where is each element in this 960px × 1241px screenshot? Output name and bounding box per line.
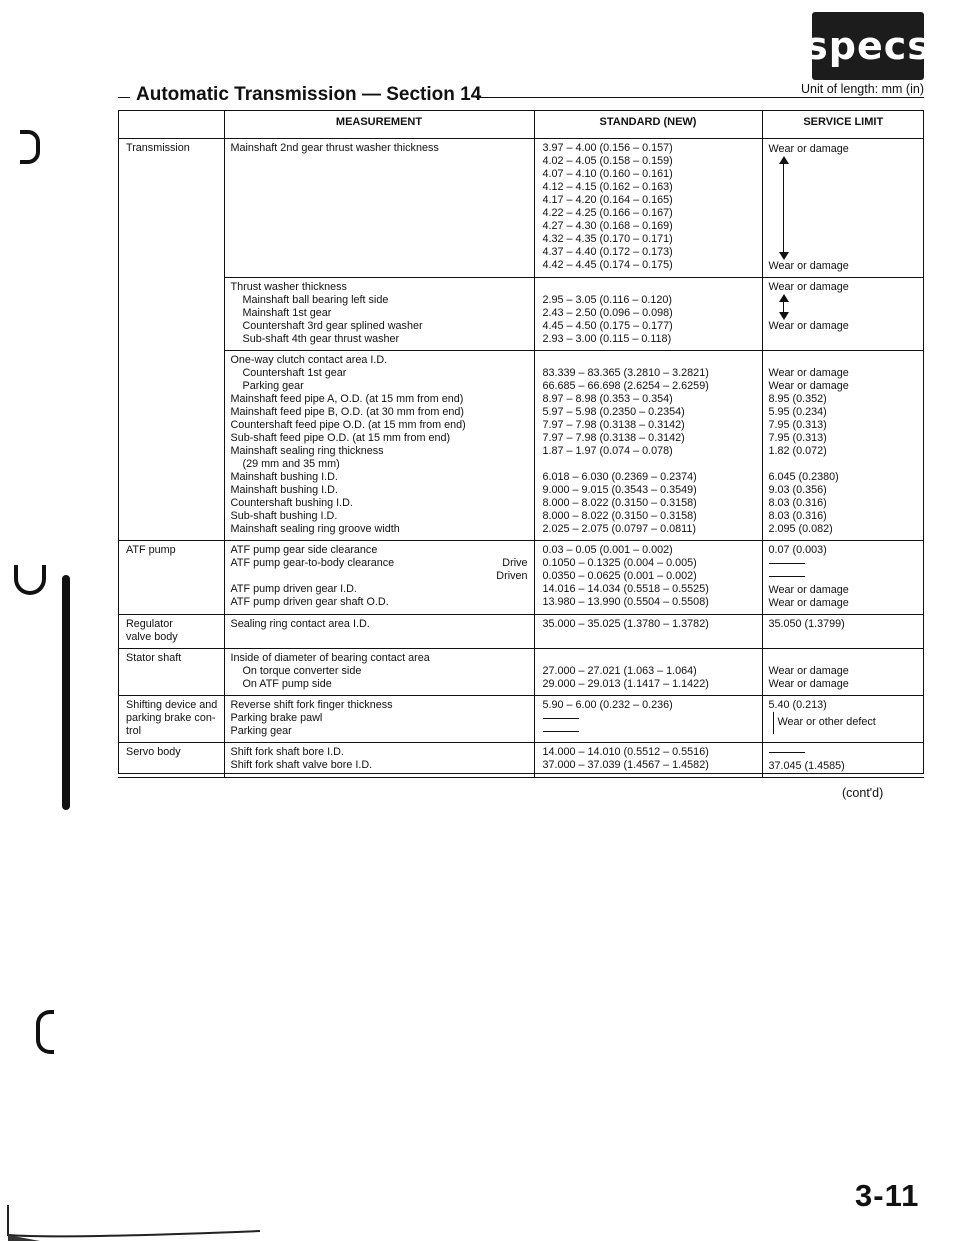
- measurement-item: Sub-shaft bushing I.D.: [230, 510, 338, 522]
- service-limit-value: Wear or damage: [768, 664, 849, 677]
- service-limit-value: 8.03 (0.316): [768, 510, 827, 522]
- measurement-label: ATF pump gear side clearance: [230, 544, 378, 556]
- standard-value: 4.17 – 4.20 (0.164 – 0.165): [542, 194, 673, 206]
- header-service-limit: SERVICE LIMIT: [762, 110, 924, 139]
- standard-value: 2.43 – 2.50 (0.096 – 0.098): [542, 307, 673, 319]
- measurement-item: Countershaft 1st gear: [242, 367, 347, 379]
- service-limit-value: 0.07 (0.003): [768, 544, 827, 556]
- component-name: ATF pump: [126, 544, 176, 556]
- specs-badge: specs: [812, 12, 924, 80]
- section-title-row: [118, 84, 924, 110]
- standard-value: 4.07 – 4.10 (0.160 – 0.161): [542, 168, 673, 180]
- standard-value: 8.000 – 8.022 (0.3150 – 0.3158): [542, 497, 697, 509]
- service-limit-value: 1.82 (0.072): [768, 445, 827, 457]
- measurement-item: Mainshaft bushing I.D.: [230, 484, 338, 496]
- component-name: parking brake con-: [126, 711, 216, 724]
- standard-value: 4.37 – 4.40 (0.172 – 0.173): [542, 246, 673, 258]
- service-limit-bottom: Wear or damage: [768, 260, 849, 272]
- binder-mark-bottom: [36, 1010, 54, 1054]
- measurement-item: Parking gear: [242, 380, 304, 392]
- measurement-item: Sealing ring contact area I.D.: [230, 617, 370, 630]
- binder-mark-middle: [14, 565, 46, 595]
- standard-value: 7.97 – 7.98 (0.3138 – 0.3142): [542, 419, 685, 431]
- measurement-item: Mainshaft 2nd gear thrust washer thickness: [230, 142, 439, 154]
- standard-value: 0.1050 – 0.1325 (0.004 – 0.005): [542, 557, 697, 569]
- measurement-item: Shift fork shaft bore I.D.: [230, 746, 344, 759]
- standard-value: 14.000 – 14.010 (0.5512 – 0.5516): [542, 746, 709, 759]
- table-frame: [118, 110, 924, 774]
- service-limit-value: Wear or damage: [768, 380, 849, 392]
- measurement-label: ATF pump driven gear I.D.: [230, 583, 357, 595]
- service-limit-value: 35.050 (1.3799): [768, 617, 845, 630]
- service-limit-value: Wear or damage: [768, 367, 849, 379]
- component-name: Servo body: [126, 746, 181, 759]
- service-limit-value: 37.045 (1.4585): [768, 759, 845, 772]
- measurement-item: On torque converter side: [242, 664, 362, 677]
- standard-value: 6.018 – 6.030 (0.2369 – 0.2374): [542, 471, 697, 483]
- standard-value: 29.000 – 29.013 (1.1417 – 1.1422): [542, 677, 709, 690]
- measurement-item: Reverse shift fork finger thickness: [230, 698, 393, 711]
- section-title: Automatic Transmission — Section 14: [136, 84, 482, 105]
- measurement-item: Countershaft feed pipe O.D. (at 15 mm from end): [230, 419, 466, 431]
- unit-of-length: Unit of length: mm (in): [795, 82, 924, 96]
- service-limit-value: 2.095 (0.082): [768, 523, 833, 535]
- standard-value: 4.42 – 4.45 (0.174 – 0.175): [542, 259, 673, 271]
- component-name: Transmission: [126, 142, 190, 154]
- service-limit-value: Wear or damage: [768, 596, 849, 609]
- measurement-item: Mainshaft bushing I.D.: [230, 471, 338, 483]
- standard-value: 13.980 – 13.990 (0.5504 – 0.5508): [542, 596, 709, 608]
- standard-value: 5.90 – 6.00 (0.232 – 0.236): [542, 698, 673, 711]
- standard-value: 4.12 – 4.15 (0.162 – 0.163): [542, 181, 673, 193]
- standard-value: 2.025 – 2.075 (0.0797 – 0.0811): [542, 523, 696, 535]
- service-limit-value: 9.03 (0.356): [768, 484, 827, 496]
- standard-value: 7.97 – 7.98 (0.3138 – 0.3142): [542, 432, 685, 444]
- title-rule-right: [476, 97, 924, 98]
- measurement-item: Mainshaft ball bearing left side: [242, 294, 389, 306]
- measurement-item: Countershaft 3rd gear splined washer: [242, 320, 423, 332]
- standard-value: 14.016 – 14.034 (0.5518 – 0.5525): [542, 583, 709, 595]
- measurement-item: Sub-shaft feed pipe O.D. (at 15 mm from end): [230, 432, 451, 444]
- measurement-item: Countershaft bushing I.D.: [230, 497, 353, 509]
- measurement-item: Sub-shaft 4th gear thrust washer: [242, 333, 400, 345]
- service-limit-value: 5.95 (0.234): [768, 406, 827, 418]
- measurement-item: Shift fork shaft valve bore I.D.: [230, 759, 373, 772]
- binder-bar: [62, 575, 70, 810]
- standard-value: 4.02 – 4.05 (0.158 – 0.159): [542, 155, 673, 167]
- measurement-label: ATF pump gear-to-body clearance: [230, 557, 395, 569]
- measurement-item: Mainshaft 1st gear: [242, 307, 332, 319]
- component-name: valve body: [126, 630, 178, 643]
- service-limit-value: 8.03 (0.316): [768, 497, 827, 509]
- measurement-item: Mainshaft sealing ring groove width: [230, 523, 400, 535]
- continued-note: (cont'd): [842, 786, 884, 800]
- component-name: trol: [126, 724, 141, 737]
- measurement-item: Mainshaft sealing ring thickness: [230, 445, 384, 457]
- service-limit-value: Wear or damage: [768, 677, 849, 690]
- measurement-gear: Drive: [502, 557, 528, 569]
- service-limit-value: 7.95 (0.313): [768, 432, 827, 444]
- standard-value: 4.45 – 4.50 (0.175 – 0.177): [542, 320, 673, 332]
- service-limit-value: 5.40 (0.213): [768, 698, 827, 711]
- measurement-item: One-way clutch contact area I.D.: [230, 354, 388, 366]
- standard-value: 9.000 – 9.015 (0.3543 – 0.3549): [542, 484, 697, 496]
- service-limit-value: 7.95 (0.313): [768, 419, 827, 431]
- measurement-item: Parking brake pawl: [230, 711, 323, 724]
- standard-value: 35.000 – 35.025 (1.3780 – 1.3782): [542, 617, 709, 630]
- standard-value: 4.27 – 4.30 (0.168 – 0.169): [542, 220, 673, 232]
- service-limit-value: 8.95 (0.352): [768, 393, 827, 405]
- standard-value: 4.22 – 4.25 (0.166 – 0.167): [542, 207, 673, 219]
- standard-value: 2.95 – 3.05 (0.116 – 0.120): [542, 294, 672, 306]
- page-corner-shadow: [0, 1205, 260, 1241]
- service-limit-value: 6.045 (0.2380): [768, 471, 839, 483]
- measurement-label: ATF pump driven gear shaft O.D.: [230, 596, 389, 608]
- title-rule-left: [118, 97, 130, 98]
- measurement-item: Thrust washer thickness: [230, 281, 347, 293]
- measurement-item: Mainshaft feed pipe A, O.D. (at 15 mm from end): [230, 393, 464, 405]
- standard-value: 66.685 – 66.698 (2.6254 – 2.6259): [542, 380, 709, 392]
- service-limit-top: Wear or damage: [768, 281, 849, 293]
- service-limit-bottom: Wear or damage: [768, 320, 849, 332]
- service-limit-top: Wear or damage: [768, 143, 849, 155]
- standard-value: 2.93 – 3.00 (0.115 – 0.118): [542, 333, 672, 345]
- standard-value: 8.97 – 8.98 (0.353 – 0.354): [542, 393, 673, 405]
- standard-value: 0.0350 – 0.0625 (0.001 – 0.002): [542, 570, 697, 582]
- measurement-item: Parking gear: [230, 724, 292, 737]
- standard-value: 1.87 – 1.97 (0.074 – 0.078): [542, 445, 673, 457]
- measurement-item: Inside of diameter of bearing contact area: [230, 651, 430, 664]
- standard-value: 37.000 – 37.039 (1.4567 – 1.4582): [542, 759, 709, 772]
- component-name: Regulator: [126, 617, 173, 630]
- header-standard: STANDARD (NEW): [534, 110, 762, 139]
- measurement-item: Mainshaft feed pipe B, O.D. (at 30 mm from end): [230, 406, 464, 418]
- binder-mark-top: [20, 130, 40, 164]
- measurement-item: On ATF pump side: [242, 677, 332, 690]
- standard-value: 5.97 – 5.98 (0.2350 – 0.2354): [542, 406, 685, 418]
- measurement-gear: Driven: [496, 570, 528, 582]
- measurement-item: (29 mm and 35 mm): [242, 458, 340, 470]
- standard-value: 3.97 – 4.00 (0.156 – 0.157): [542, 142, 673, 154]
- standard-value: 8.000 – 8.022 (0.3150 – 0.3158): [542, 510, 697, 522]
- standard-value: 83.339 – 83.365 (3.2810 – 3.2821): [542, 367, 709, 379]
- standard-value: 4.32 – 4.35 (0.170 – 0.171): [542, 233, 673, 245]
- component-name: Shifting device and: [126, 698, 218, 711]
- standard-value: 0.03 – 0.05 (0.001 – 0.002): [542, 544, 673, 556]
- header-measurement: MEASUREMENT: [224, 110, 534, 139]
- service-limit-value: Wear or damage: [768, 583, 849, 596]
- page-number: 3-11: [855, 1178, 920, 1213]
- component-name: Stator shaft: [126, 651, 182, 664]
- service-limit-value: Wear or other defect: [777, 716, 876, 729]
- standard-value: 27.000 – 27.021 (1.063 – 1.064): [542, 664, 697, 677]
